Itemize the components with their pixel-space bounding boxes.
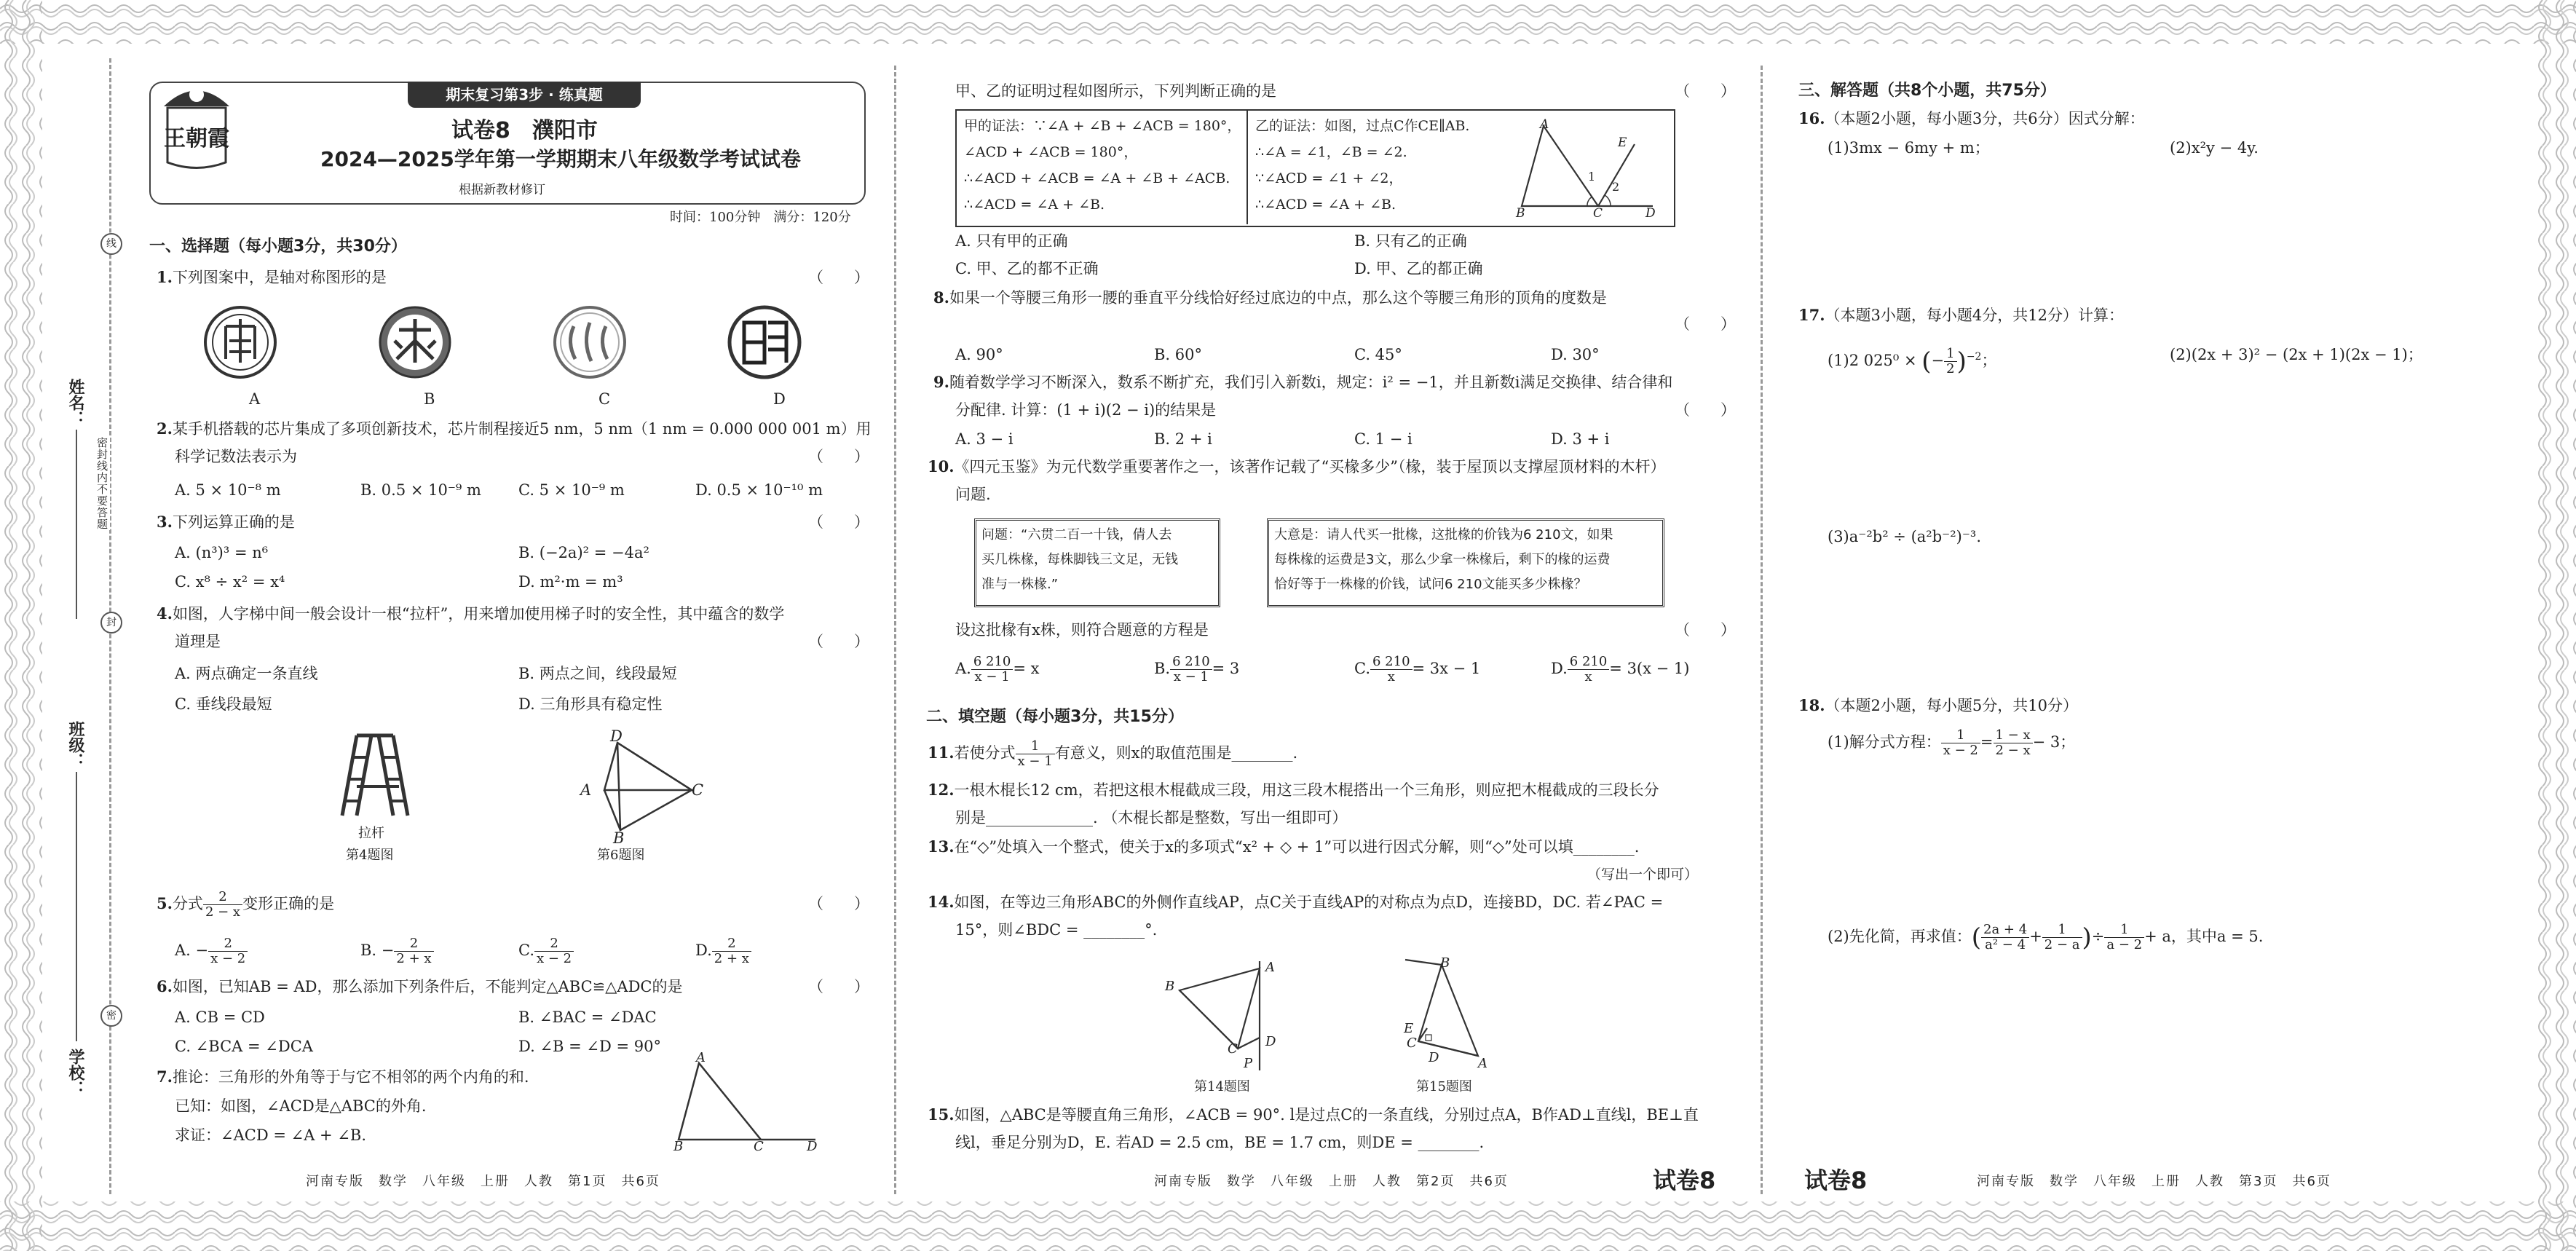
emblem-b-icon	[380, 307, 450, 377]
paper-title: 2024—2025学年第一学期期末八年级数学考试试卷	[320, 147, 801, 171]
q1-label-c: C	[598, 390, 611, 408]
q6-option-d: D. ∠B = ∠D = 90°	[518, 1038, 662, 1055]
q1-paren: （ ）	[808, 269, 869, 286]
proof-fig-a: A	[1540, 117, 1549, 132]
proof-fig-c: C	[1593, 206, 1603, 221]
q3-text: 3.下列运算正确的是	[157, 513, 295, 531]
q1-figures	[204, 297, 830, 388]
q5-option-a: A. − $\frac{2}{x - 2}$	[175, 934, 248, 967]
q6-fig-a: A	[580, 781, 592, 799]
q12-line1: 12.一根木棍长12 cm，若把这根木棍截成三段，用这三段木棍搭出一个三角形，则应把木棍截成的三段长分	[928, 781, 1659, 799]
q2-line2: 科学记数法表示为	[175, 448, 297, 465]
page2-badge: 试卷8	[1653, 1167, 1716, 1194]
q1-label-d: D	[773, 390, 786, 408]
q3-option-a: A. (n³)³ = n⁶	[175, 544, 269, 561]
q18-part1: (1)解分式方程： $\frac{1}{x - 2}$ = $\frac{1 - x}{2 - x}$ − 3；	[1828, 727, 2076, 758]
q6-option-b: B. ∠BAC = ∠DAC	[518, 1009, 657, 1026]
q7-line2: 已知：如图，∠ACD是△ABC的外角.	[175, 1097, 427, 1115]
q10-option-b: B. $\frac{6 210}{x - 1}$ = 3	[1154, 654, 1240, 684]
q13-line2: （写出一个即可）	[1587, 867, 1699, 883]
q17-part1: (1)2 025⁰ × (− $\frac{1}{2}$ )$^{-2}$；	[1828, 346, 1997, 376]
q15-fig-c: C	[1407, 1035, 1417, 1051]
q8-option-b: B. 60°	[1154, 346, 1203, 363]
q8-option-c: C. 45°	[1354, 346, 1402, 363]
yi-line-4: ∴∠ACD = ∠A + ∠B.	[1255, 197, 1396, 213]
q4-option-a: A. 两点确定一条直线	[175, 665, 318, 682]
q7-continued: 甲、乙的证明过程如图所示，下列判断正确的是	[955, 82, 1276, 100]
q13-line1: 13.在“◇”处填入一个整式，使关于x的多项式“x² + ◇ + 1”可以进行因式分解，则“◇”处可以填________.	[928, 837, 1640, 856]
q10-box2-line2: 每株椽的运费是3文，那么少拿一株椽后，剩下的椽的运费	[1274, 552, 1611, 567]
section-3-title: 三、解答题（共8个小题，共75分）	[1798, 82, 2056, 100]
q1-label-a: A	[249, 390, 261, 408]
proof-fig-1: 1	[1588, 170, 1596, 183]
proof-fig-b: B	[1516, 206, 1525, 221]
q15-fig-a: A	[1478, 1056, 1487, 1071]
q7-fig-c: C	[754, 1139, 764, 1154]
q3-option-c: C. x⁸ ÷ x² = x⁴	[175, 573, 285, 591]
yi-line-2: ∴∠A = ∠1，∠B = ∠2.	[1255, 144, 1407, 160]
q14-fig-d: D	[1265, 1034, 1276, 1049]
q15-fig-b: B	[1440, 955, 1450, 971]
page1-footer: 河南专版 数学 八年级 上册 人教 第1页 共6页	[306, 1174, 660, 1189]
q10-line3: 设这批椽有x株，则符合题意的方程是	[955, 621, 1209, 639]
q7-figure	[670, 1056, 823, 1151]
q10-box2-line1: 大意是：请人代买一批椽，这批椽的价钱为6 210文，如果	[1274, 527, 1613, 542]
ladder-figure	[335, 728, 422, 823]
page2-footer: 河南专版 数学 八年级 上册 人教 第2页 共6页	[1154, 1174, 1509, 1189]
q7-option-c: C. 甲、乙的都不正确	[955, 260, 1099, 277]
q8-option-d: D. 30°	[1551, 346, 1600, 363]
q10-line1: 10.《四元玉鉴》为元代数学重要著作之一，该著作记载了“买椽多少”（椽，装于屋顶以支撑屋顶材料的木杆）	[928, 457, 1666, 475]
emblem-d-icon	[730, 307, 799, 377]
q7-line3: 求证：∠ACD = ∠A + ∠B.	[175, 1126, 367, 1144]
q10-option-c: C. $\frac{6 210}{x}$ = 3x − 1	[1354, 654, 1481, 684]
q16-text: 16.（本题2小题，每小题3分，共6分）因式分解：	[1798, 109, 2145, 127]
q18-part2: (2)先化简，再求值：( $\frac{2a + 4}{\text{a² − 4}}$ + $\frac{1}{2 - a}$ )÷ $\frac{1}{a - 2}$ + a，其中a = 5.	[1828, 922, 2264, 952]
q10-box1-line2: 买几株椽，每株脚钱三文足，无钱	[981, 552, 1178, 567]
q15-line2: 线l，垂足分别为D，E. 若AD = 2.5 cm，BE = 1.7 cm，则DE = ________.	[955, 1134, 1485, 1151]
q12-line2: 别是______________. （木棍长都是整数，写出一组即可）	[955, 809, 1348, 826]
q10-box1-line3: 准与一株椽.”	[981, 577, 1059, 592]
q10-option-d: D. $\frac{6 210}{x}$ = 3(x − 1)	[1551, 654, 1690, 684]
q15-line1: 15.如图，△ABC是等腰直角三角形，∠ACB = 90°. l是过点C的一条直线，分别过点A，B作AD⊥直线l，BE⊥直	[928, 1105, 1699, 1124]
q9-option-a: A. 3 − i	[955, 430, 1014, 448]
q10-line2: 问题.	[955, 486, 991, 503]
class-line	[76, 772, 77, 961]
q4-option-b: B. 两点之间，线段最短	[518, 665, 677, 682]
q14-fig-p: P	[1244, 1056, 1253, 1071]
q14-fig-b: B	[1165, 979, 1175, 994]
q16-part1: (1)3mx − 6my + m；	[1828, 139, 1990, 157]
q2-line1: 2.某手机搭载的芯片集成了多项创新技术，芯片制程接近5 nm，5 nm（1 nm = 0.000 000 001 m）用	[157, 419, 872, 438]
q2-option-c: C. 5 × 10⁻⁹ m	[518, 481, 625, 499]
column-divider-2	[1761, 66, 1763, 1194]
jia-line-3: ∴∠ACD + ∠ACB = ∠A + ∠B + ∠ACB.	[964, 170, 1230, 186]
q6-option-a: A. CB = CD	[175, 1009, 265, 1026]
q5-text: 5.分式 $\frac{2}{2 - x}$ 变形正确的是	[157, 889, 335, 920]
name-line	[76, 430, 77, 619]
q6-text: 6.如图，已知AB = AD，那么添加下列条件后，不能判定△ABC≌△ADC的是	[157, 977, 683, 995]
paper-label: 试卷8 濮阳市	[451, 118, 598, 143]
q15-fig-e: E	[1404, 1021, 1414, 1036]
q6-paren: （ ）	[808, 978, 869, 995]
page3-badge: 试卷8	[1804, 1167, 1868, 1194]
q5-option-d: D. $\frac{2}{2 + x}$	[695, 934, 751, 967]
q5-option-c: C. $\frac{2}{x - 2}$	[518, 934, 574, 967]
logo	[157, 79, 237, 173]
q2-option-d: D. 0.5 × 10⁻¹⁰ m	[695, 481, 823, 499]
q8-text: 8.如果一个等腰三角形一腰的垂直平分线恰好经过底边的中点，那么这个等腰三角形的顶角的度数是	[933, 288, 1607, 307]
q1-text: 1.下列图案中，是轴对称图形的是	[157, 268, 387, 286]
q3-option-d: D. m²·m = m³	[518, 573, 623, 591]
q4-option-c: C. 垂线段最短	[175, 695, 272, 713]
emblem-a-icon	[205, 307, 275, 377]
q5-option-b: B. − $\frac{2}{2 + x}$	[360, 934, 434, 967]
q6-fig-d: D	[610, 727, 623, 745]
q2-paren: （ ）	[808, 448, 869, 465]
q4-line1: 4.如图，人字梯中间一般会设计一根“拉杆”，用来增加使用梯子时的安全性，其中蕴含的数学	[157, 604, 785, 623]
proof-fig-d: D	[1645, 206, 1656, 221]
q7-fig-a: A	[696, 1050, 706, 1065]
svg-text:王朝霞: 王朝霞	[164, 126, 229, 151]
school-label: 学校：	[66, 1049, 84, 1097]
ring-bot: 密	[100, 1005, 122, 1027]
proof-fig-e: E	[1618, 135, 1627, 150]
q6-fig-b: B	[613, 829, 625, 847]
q4-caption: 第4题图	[346, 848, 394, 863]
name-label: 姓名：	[66, 379, 84, 427]
q16-part2: (2)x²y − 4y.	[2170, 139, 2259, 157]
emblem-c-icon	[555, 307, 625, 377]
q4-paren: （ ）	[808, 633, 869, 650]
q9-line1: 9.随着数学学习不断深入，数系不断扩充，我们引入新数i，规定：i² = −1，并且新数i满足交换律、结合律和	[933, 373, 1673, 391]
q9-line2: 分配律. 计算：(1 + i)(2 − i)的结果是	[955, 401, 1217, 419]
proof-box-divider	[1246, 111, 1248, 224]
q5-paren: （ ）	[808, 895, 869, 912]
jia-line-4: ∴∠ACD = ∠A + ∠B.	[964, 197, 1105, 213]
page3-footer: 河南专版 数学 八年级 上册 人教 第3页 共6页	[1977, 1174, 2331, 1189]
q10-box2-line3: 恰好等于一株椽的价钱，试问6 210文能买多少株椽？	[1274, 577, 1587, 592]
q17-part2: (2)(2x + 3)² − (2x + 1)(2x − 1)；	[2170, 346, 2423, 363]
yi-line-1: 乙的证法：如图，过点C作CE∥AB.	[1255, 118, 1470, 134]
q8-option-a: A. 90°	[955, 346, 1003, 363]
q15-caption: 第15题图	[1416, 1079, 1472, 1094]
yi-line-3: ∵∠ACD = ∠1 + ∠2，	[1255, 170, 1403, 186]
seal-note: 密封线内不要答题	[95, 437, 108, 530]
section-1-title: 一、选择题（每小题3分，共30分）	[149, 237, 407, 256]
q14-figure	[1165, 954, 1281, 1074]
q7-fig-b: B	[673, 1139, 684, 1154]
q10-paren: （ ）	[1675, 621, 1736, 639]
ring-top: 线	[100, 233, 122, 255]
q6-fig-c: C	[692, 781, 704, 799]
q6-option-c: C. ∠BCA = ∠DCA	[175, 1038, 313, 1055]
q9-option-c: C. 1 − i	[1354, 430, 1413, 448]
q4-fig-label: 拉杆	[358, 826, 384, 841]
q17-text: 17.（本题3小题，每小题4分，共12分）计算：	[1798, 306, 2124, 324]
q3-option-b: B. (−2a)² = −4a²	[518, 544, 649, 561]
jia-line-2: ∠ACD + ∠ACB = 180°，	[964, 144, 1138, 160]
q9-paren: （ ）	[1675, 401, 1736, 419]
q2-option-b: B. 0.5 × 10⁻⁹ m	[360, 481, 481, 499]
q7-line1: 7.推论：三角形的外角等于与它不相邻的两个内角的和.	[157, 1068, 529, 1086]
q7-option-a: A. 只有甲的正确	[955, 232, 1068, 250]
ring-mid: 封	[100, 612, 122, 634]
section-2-title: 二、填空题（每小题3分，共15分）	[926, 708, 1184, 726]
q10-option-a: A. $\frac{6 210}{x - 1}$ = x	[955, 654, 1040, 684]
q7-fig-d: D	[807, 1139, 818, 1154]
q1-label-b: B	[424, 390, 435, 408]
q14-line2: 15°，则∠BDC = ________°.	[955, 921, 1158, 939]
q14-fig-c: C	[1228, 1041, 1238, 1057]
header-ribbon: 期末复习第3步 · 练真题	[408, 82, 641, 108]
q14-caption: 第14题图	[1194, 1079, 1250, 1094]
class-label: 班级：	[66, 721, 84, 769]
q11-text: 11.若使分式 $\frac{1}{x - 1}$ 有意义，则x的取值范围是________.	[928, 738, 1298, 769]
q7-paren: （ ）	[1675, 82, 1736, 100]
q18-text: 18.（本题2小题，每小题5分，共10分）	[1798, 696, 2078, 714]
proof-fig-2: 2	[1612, 180, 1620, 194]
q8-paren: （ ）	[1675, 315, 1736, 333]
q9-option-b: B. 2 + i	[1154, 430, 1212, 448]
q9-option-d: D. 3 + i	[1551, 430, 1610, 448]
q10-box1-line1: 问题：“六贯二百一十钱，倩人去	[981, 527, 1172, 542]
q7-option-d: D. 甲、乙的都正确	[1354, 260, 1483, 277]
q6-caption: 第6题图	[597, 848, 645, 863]
column-divider-1	[894, 66, 896, 1194]
jia-line-1: 甲的证法：∵∠A + ∠B + ∠ACB = 180°，	[964, 118, 1241, 134]
q15-fig-d: D	[1429, 1050, 1439, 1065]
q2-option-a: A. 5 × 10⁻⁸ m	[175, 481, 281, 499]
q4-option-d: D. 三角形具有稳定性	[518, 695, 663, 713]
time-score: 时间：100分钟 满分：120分	[670, 210, 851, 225]
q7-option-b: B. 只有乙的正确	[1354, 232, 1467, 250]
q3-paren: （ ）	[808, 513, 869, 531]
q14-fig-a: A	[1265, 960, 1275, 975]
q4-line2: 道理是	[175, 633, 221, 650]
q17-part3: (3)a⁻²b² ÷ (a²b⁻²)⁻³.	[1828, 528, 1982, 545]
school-line	[76, 939, 77, 1041]
revision-note: 根据新教材修订	[459, 183, 545, 197]
q14-line1: 14.如图，在等边三角形ABC的外侧作直线AP，点C关于直线AP的对称点为点D，连接BD，DC. 若∠PAC =	[928, 893, 1664, 911]
